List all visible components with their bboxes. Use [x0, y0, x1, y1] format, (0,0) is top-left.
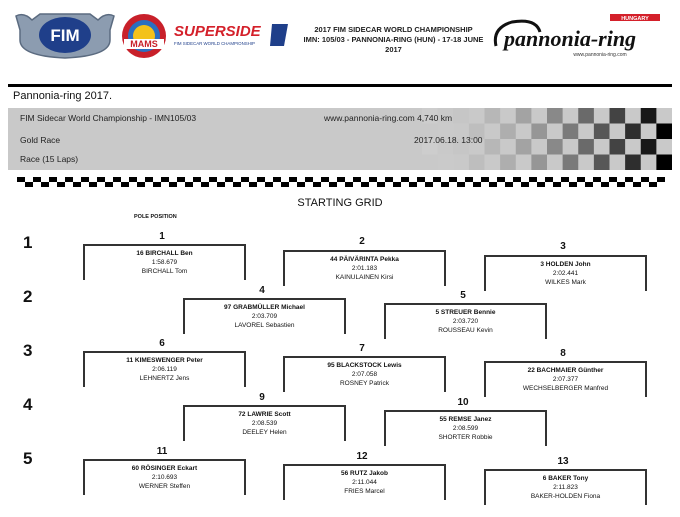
qualifying-time: 2:08.539 — [251, 420, 278, 427]
ring-logo-web: www.pannonia-ring.com — [573, 52, 627, 58]
grid-position-number: 10 — [457, 397, 469, 408]
grid-slot — [83, 244, 246, 280]
passenger-name: ROUSSEAU Kevin — [438, 327, 493, 334]
qualifying-time: 2:02.441 — [552, 270, 579, 277]
mams-logo-text: MAMS — [130, 39, 158, 49]
qualifying-time: 2:08.599 — [452, 425, 479, 432]
passenger-name: SHORTER Robbie — [438, 434, 493, 441]
driver-name: 56 RUTZ Jakob — [341, 470, 388, 477]
driver-name: 60 RÖSINGER Eckart — [131, 465, 198, 472]
grid-position-number: 3 — [560, 241, 566, 252]
passenger-name: KAINULAINEN Kirsi — [335, 274, 394, 281]
driver-name: 5 STREUER Bennie — [435, 309, 496, 316]
grid-slot — [484, 255, 647, 291]
grid-row-number: 5 — [23, 449, 33, 468]
grid-row-number: 3 — [23, 341, 33, 360]
driver-name: 11 KIMESWENGER Peter — [126, 357, 203, 364]
grid-slot — [183, 298, 346, 334]
passenger-name: DEELEY Helen — [242, 429, 287, 436]
venue-title: Pannonia-ring 2017. — [13, 90, 113, 102]
grid-position-number: 11 — [156, 446, 168, 457]
superside-logo — [172, 20, 292, 50]
passenger-name: LAVOREL Sebastien — [234, 322, 295, 329]
grid-slot — [384, 303, 547, 339]
qualifying-time: 2:11.044 — [352, 479, 377, 486]
track-info: www.pannonia-ring.com 4,740 km — [324, 113, 453, 123]
grid-slot — [183, 405, 346, 441]
grid-slot — [484, 361, 647, 397]
fim-logo — [14, 10, 116, 60]
grid-position-number: 5 — [460, 290, 466, 301]
passenger-name: BAKER-HOLDEN Fiona — [530, 493, 601, 500]
starting-grid-title: STARTING GRID — [297, 197, 383, 209]
checkered-strip — [17, 177, 665, 187]
grid-position-number: 1 — [159, 231, 165, 242]
header-separator — [8, 84, 672, 87]
driver-name: 55 REMSE Janez — [439, 416, 492, 423]
grid-position-number: 12 — [356, 451, 368, 462]
passenger-name: ROSNEY Patrick — [339, 380, 389, 387]
grid-row-number: 1 — [23, 233, 33, 252]
race-name: Gold Race — [20, 135, 61, 145]
grid-row-number: 4 — [23, 395, 33, 414]
passenger-name: WILKES Mark — [545, 279, 586, 286]
qualifying-time: 1:58.679 — [151, 259, 178, 266]
championship-heading — [297, 25, 490, 55]
grid-position-number: 9 — [259, 392, 265, 403]
driver-name: 97 GRABMÜLLER Michael — [224, 304, 305, 311]
championship-line-1: 2017 FIM SIDECAR WORLD CHAMPIONSHIP — [314, 25, 473, 34]
ring-logo-text: pannonia-ring — [504, 26, 637, 51]
grid-slot — [484, 469, 647, 505]
fim-logo-text: FIM — [50, 26, 80, 45]
passenger-name: LEHNERTZ Jens — [139, 375, 190, 382]
mams-logo — [120, 12, 168, 60]
passenger-name: BIRCHALL Tom — [141, 268, 188, 275]
driver-name: 3 HOLDEN John — [540, 261, 591, 268]
pannonia-ring-logo — [490, 12, 665, 60]
passenger-name: WERNER Steffen — [138, 483, 191, 490]
qualifying-time: 2:06.119 — [152, 366, 177, 373]
grid-position-number: 6 — [159, 338, 165, 349]
grid-slot — [83, 459, 246, 495]
grid-position-number: 13 — [557, 456, 569, 467]
race-laps: Race (15 Laps) — [20, 154, 79, 164]
qualifying-time: 2:03.709 — [251, 313, 278, 320]
grid-position-number: 2 — [359, 236, 365, 247]
driver-name: 6 BAKER Tony — [542, 475, 589, 482]
superside-tagline: FIM SIDECAR WORLD CHAMPIONSHIP — [174, 41, 255, 46]
passenger-name: FRIES Marcel — [344, 488, 385, 495]
grid-slot — [384, 410, 547, 446]
pole-position-label: POLE POSITION — [134, 214, 177, 220]
driver-name: 72 LAWRIE Scott — [238, 411, 291, 418]
grid-position-number: 7 — [359, 343, 365, 354]
qualifying-time: 2:07.058 — [351, 371, 378, 378]
grid-position-number: 4 — [259, 285, 265, 296]
grid-slot — [83, 351, 246, 387]
qualifying-time: 2:01.183 — [351, 265, 378, 272]
grid-position-number: 8 — [560, 348, 566, 359]
grid-slot — [283, 356, 446, 392]
qualifying-time: 2:10.693 — [151, 474, 178, 481]
driver-name: 44 PÄIVÄRINTA Pekka — [330, 256, 399, 263]
driver-name: 22 BACHMAIER Günther — [527, 367, 604, 374]
passenger-name: WECHSELBERGER Manfred — [522, 385, 609, 392]
qualifying-time: 2:07.377 — [552, 376, 579, 383]
ring-logo-country: HUNGARY — [621, 16, 649, 22]
event-name: FIM Sidecar World Championship - IMN105/03 — [20, 113, 197, 123]
driver-name: 16 BIRCHALL Ben — [136, 250, 193, 257]
grid-slot — [283, 250, 446, 286]
grid-row-number: 2 — [23, 287, 33, 306]
driver-name: 95 BLACKSTOCK Lewis — [327, 362, 402, 369]
grid-slot — [283, 464, 446, 500]
championship-line-2: IMN: 105/03 - PANNONIA-RING (HUN) - 17-18 JUNE 2017 — [303, 35, 484, 54]
race-info-box — [8, 108, 672, 170]
race-datetime: 2017.06.18. 13:00 — [414, 135, 483, 145]
superside-logo-text: SUPERSIDE — [174, 23, 261, 40]
qualifying-time: 2:03.720 — [452, 318, 479, 325]
qualifying-time: 2:11.823 — [553, 484, 578, 491]
